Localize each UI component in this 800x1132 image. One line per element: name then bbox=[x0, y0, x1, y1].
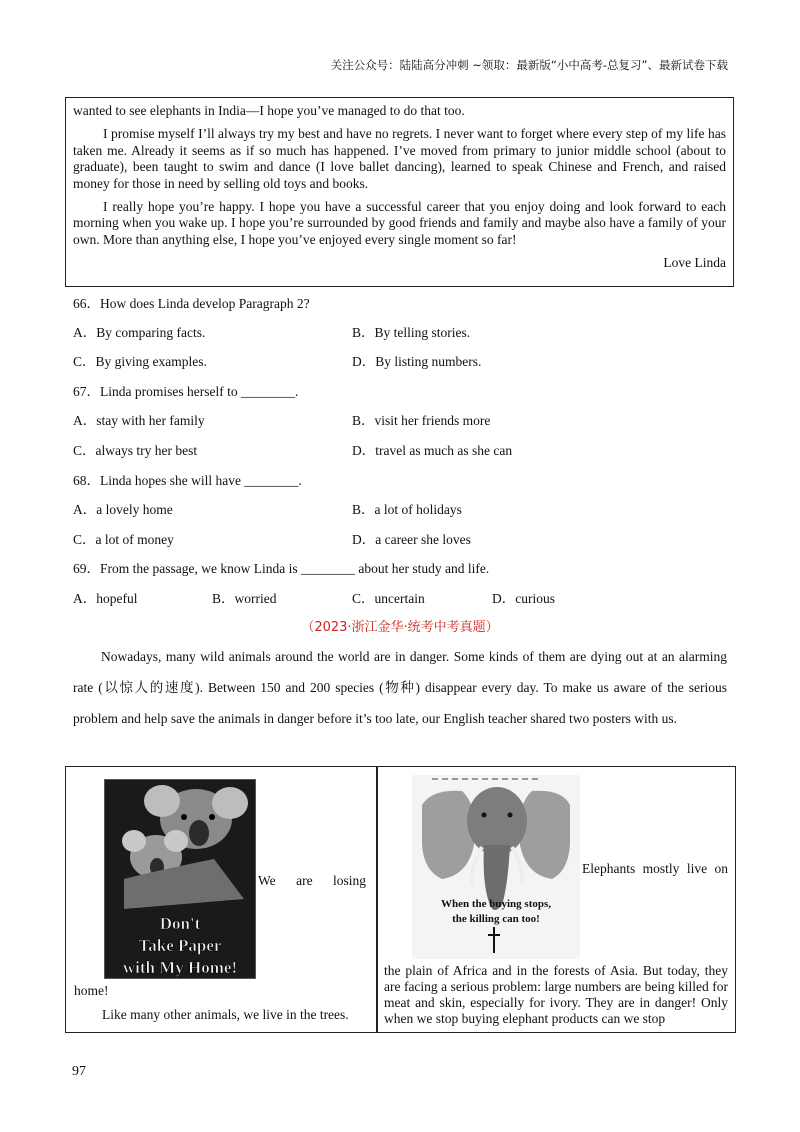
koala-poster-text-after: home! bbox=[74, 983, 109, 998]
elephant-poster-text-after: the plain of Africa and in the forests of Asia. But today, they are facing a serious problem: large numbers are being killed for meat and skin, especially for ivory. They are in danger! Only when we stop buying elephant products can we stop bbox=[384, 963, 728, 1026]
question-69-option-d: D．curious bbox=[492, 591, 555, 606]
koala-poster-text-side: We are losing bbox=[258, 873, 366, 888]
question-69-option-a: A．hopeful bbox=[73, 591, 138, 606]
koala-ear-left bbox=[144, 785, 180, 817]
page-header: 关注公众号：陆陆高分冲刺 ~领取：最新版“小中高考-总复习”、最新试卷下载 bbox=[330, 58, 728, 72]
question-66-option-b: B．By telling stories. bbox=[352, 325, 471, 340]
poster-slogan-line-3: with My Home! bbox=[122, 958, 238, 977]
question-68-option-a: A．a lovely home bbox=[73, 502, 173, 517]
koala-ear-right bbox=[212, 787, 248, 819]
elephant-poster-image bbox=[412, 775, 580, 959]
question-67-option-c: C．always try her best bbox=[73, 443, 198, 458]
question-68-stem: 68．Linda hopes she will have ________. bbox=[73, 473, 302, 488]
question-66-option-a: A．By comparing facts. bbox=[73, 325, 206, 340]
question-69-option-c: C．uncertain bbox=[352, 591, 425, 606]
question-69-option-b: B．worried bbox=[212, 591, 277, 606]
koala-poster-text-last: Like many other animals, we live in the trees. bbox=[102, 1007, 349, 1022]
elephant-slogan-line-2: the killing can too! bbox=[452, 913, 540, 925]
question-67-option-b: B．visit her friends more bbox=[352, 413, 491, 428]
question-68-option-c: C．a lot of money bbox=[73, 532, 174, 547]
table-divider bbox=[376, 767, 378, 1032]
question-66-option-d: D．By listing numbers. bbox=[352, 354, 482, 369]
reading-passage bbox=[73, 641, 727, 734]
question-66-option-c: C．By giving examples. bbox=[73, 354, 207, 369]
posters-table bbox=[65, 766, 736, 1033]
question-68-option-b: B．a lot of holidays bbox=[352, 502, 462, 517]
elephant-poster-text-side: Elephants mostly live on bbox=[582, 861, 728, 876]
question-69-stem: 69．From the passage, we know Linda is ________ about her study and life. bbox=[73, 561, 490, 576]
exam-source: （2023·浙江金华·统考中考真题） bbox=[301, 620, 499, 635]
letter-line-1: wanted to see elephants in India—I hope you’ve managed to do that too. bbox=[73, 103, 465, 118]
elephant-head bbox=[467, 787, 527, 855]
letter-signoff: Love Linda bbox=[663, 255, 726, 271]
passage-paragraph: Nowadays, many wild animals around the world are in danger. Some kinds of them are dying out at an alarming rate (以惊人的速度). Between 150 and 200 species (物种) disappear every day. To make us aware of the serious problem and help save the animals in danger before it’s too late, our English teacher shared two posters with us. bbox=[73, 649, 727, 726]
elephant-slogan-line-1: When the buying stops, bbox=[440, 898, 552, 910]
question-67-option-d: D．travel as much as she can bbox=[352, 443, 513, 458]
letter-paragraph-2: I promise myself I’ll always try my best and have no regrets. I never want to forget where every step of my life has taken me. Already it seems as if so much has happened. I’ve moved from primary to junior middle school (about to graduate), been taught to swim and dance (I love ballet dancing), learned to speak Chinese and French, and raised money for those in need by selling old toys and books. bbox=[73, 126, 726, 191]
question-67-stem: 67．Linda promises herself to ________. bbox=[73, 384, 299, 399]
question-66-stem: 66．How does Linda develop Paragraph 2? bbox=[73, 296, 310, 311]
poster-slogan-line-2: Take Paper bbox=[138, 936, 222, 955]
koala-poster-image bbox=[104, 779, 256, 979]
letter-excerpt bbox=[65, 97, 734, 287]
letter-paragraph-3: I really hope you’re happy. I hope you have a successful career that you enjoy doing and look forward to each morning when you wake up. I hope you’re surrounded by good friends and family and maybe also have a family of your own. More than anything else, I hope you’ve enjoyed every single moment so far! bbox=[73, 199, 726, 247]
koala-nose bbox=[189, 820, 209, 846]
question-67-option-a: A．stay with her family bbox=[73, 413, 205, 428]
poster-slogan-line-1: Don't bbox=[159, 914, 201, 933]
page-number: 97 bbox=[72, 1064, 86, 1079]
question-68-option-d: D．a career she loves bbox=[352, 532, 471, 547]
